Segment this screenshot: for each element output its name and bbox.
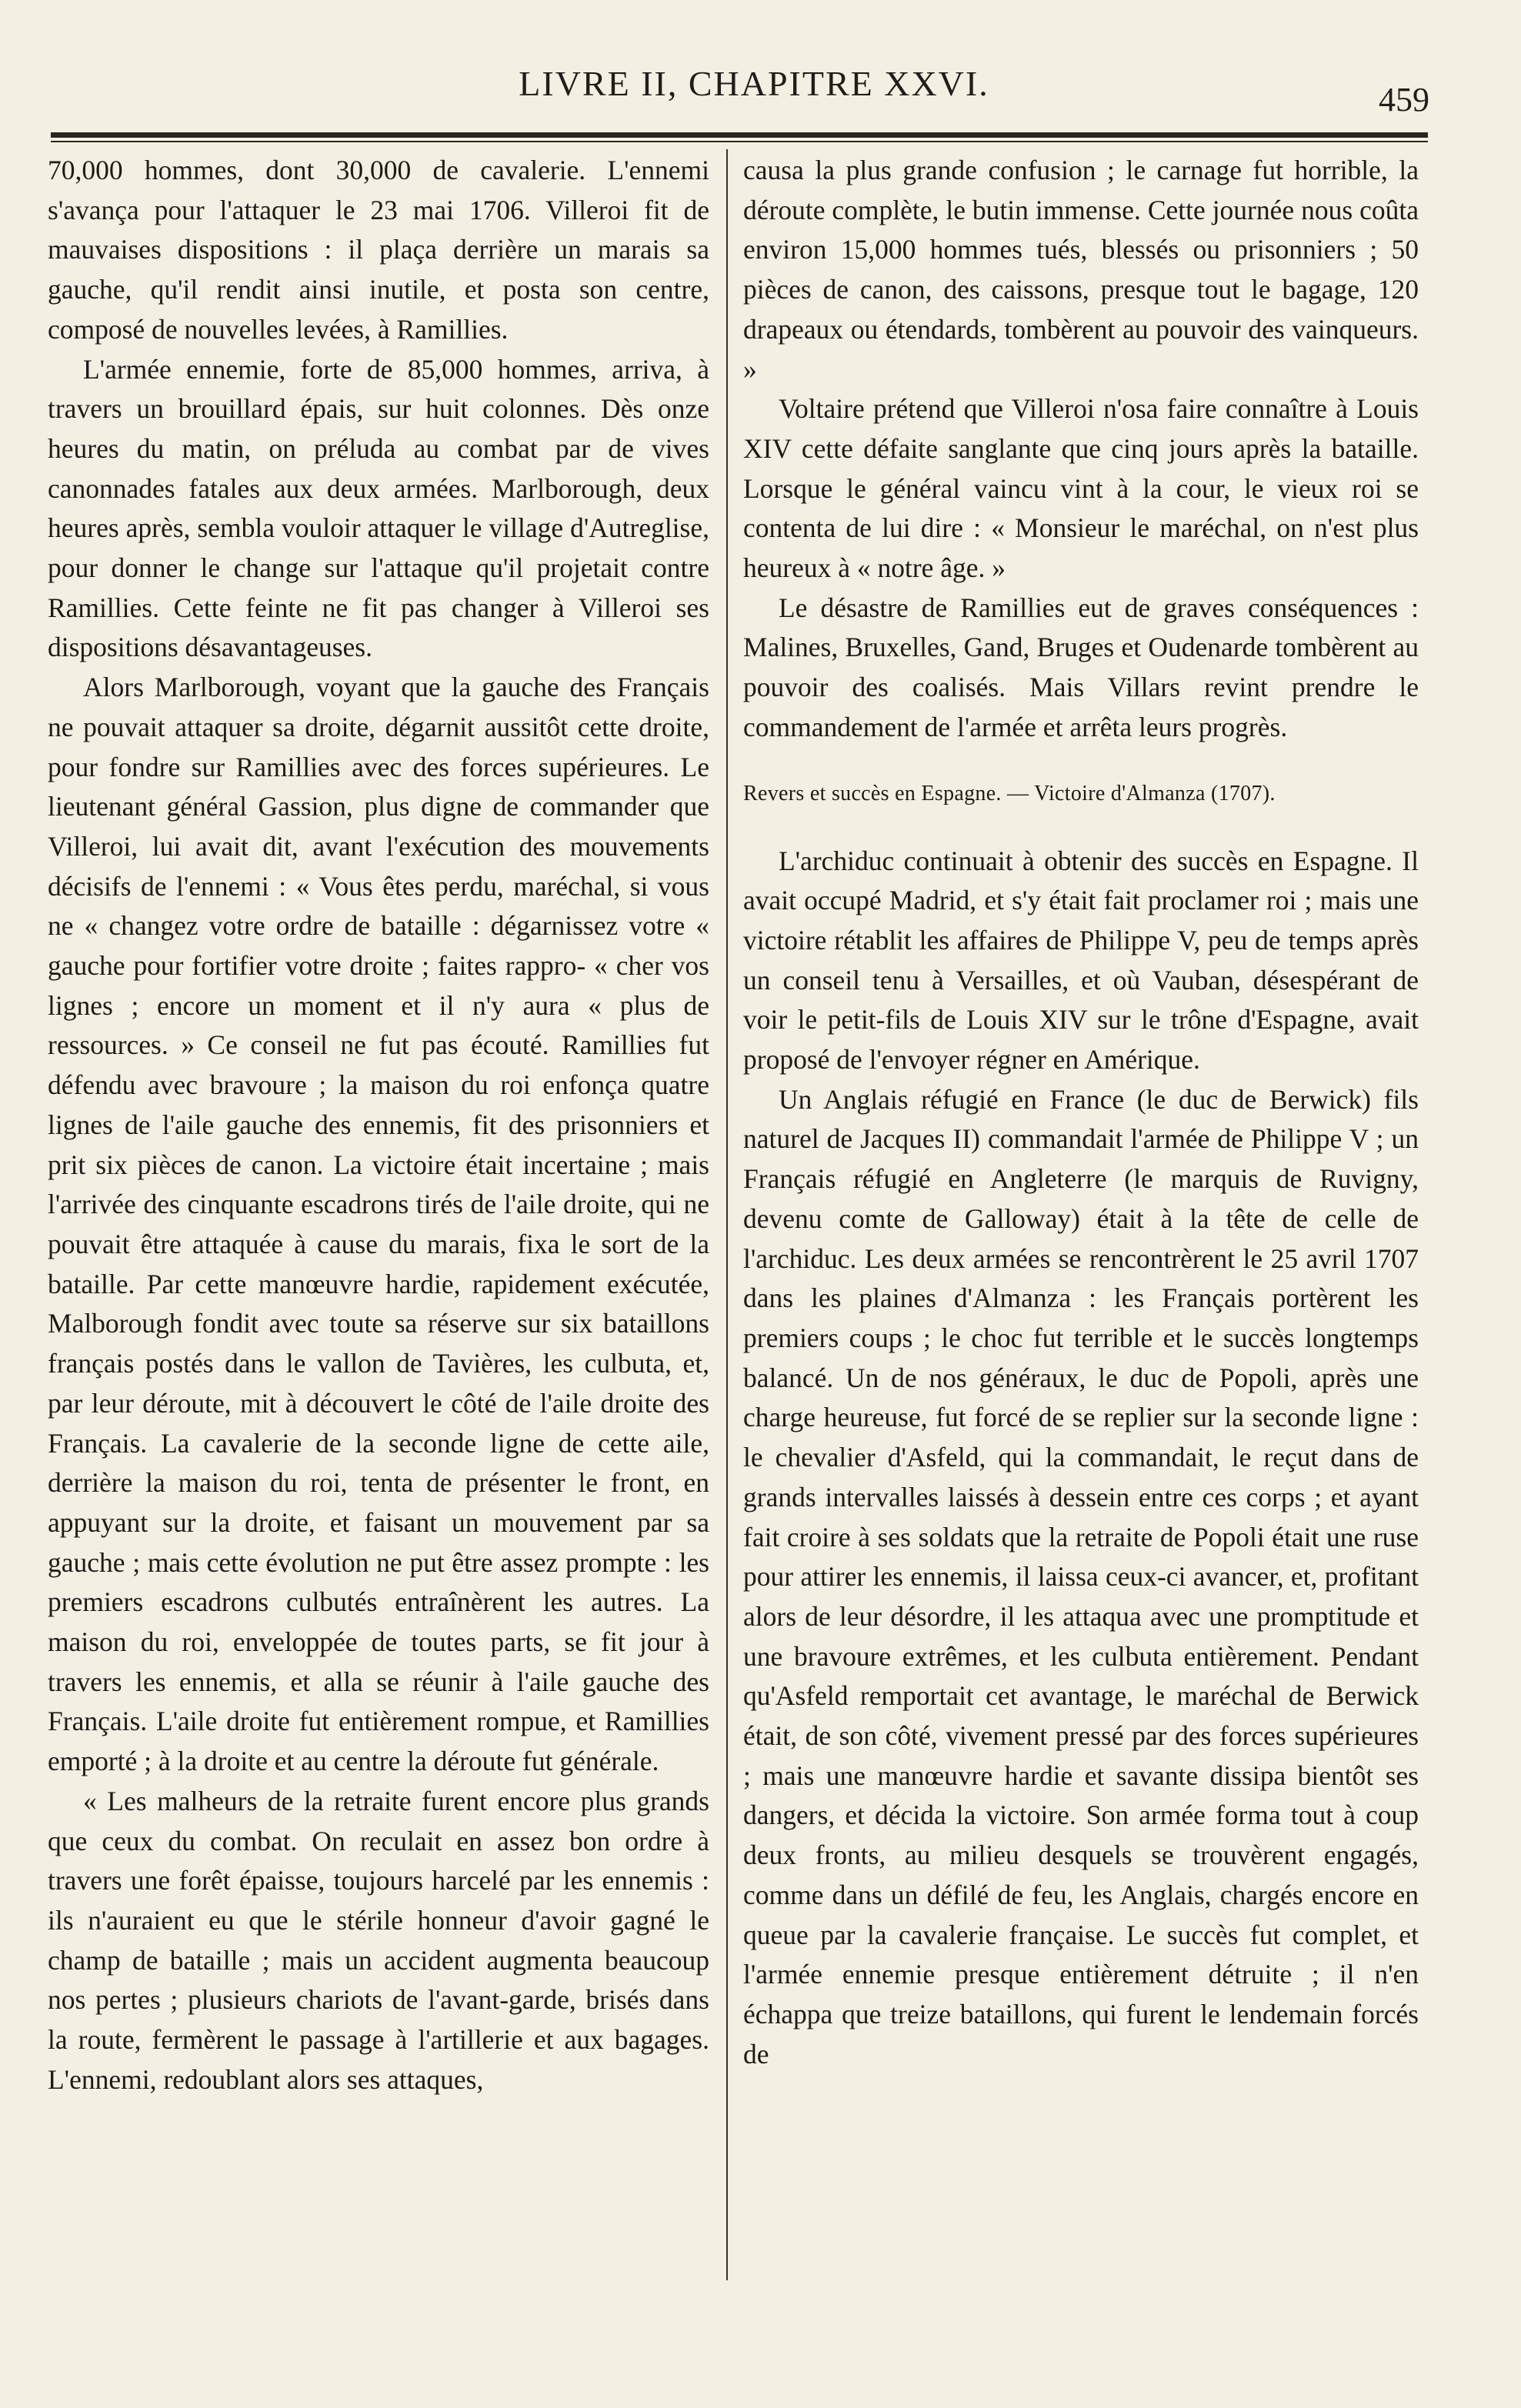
right-column [743, 151, 1419, 2074]
left-column [48, 151, 709, 2099]
paragraph: « Les malheurs de la retraite furent encore plus grands que ceux du combat. On reculait en assez bon ordre à travers une forêt épaisse, toujours harcelé par les ennemis : ils n'auraient eu que le stérile honneur d'avoir gagné le champ de bataille ; mais un accident augmenta beaucoup nos pertes ; plusieurs chariots de l'avant-garde, brisés dans la route, fermèrent le passage à l'artillerie et aux bagages. L'ennemi, redoublant alors ses attaques, [48, 1785, 709, 2095]
paragraph: L'archiduc continuait à obtenir des succès en Espagne. Il avait occupé Madrid, et s'y était fait proclamer roi ; mais une victoire rétablit les affaires de Philippe V, peu de temps après un conseil tenu à Versailles, et où Vauban, désespérant de voir le petit-fils de Louis XIV sur le trône d'Espagne, avait proposé de l'envoyer régner en Amérique. [743, 845, 1419, 1076]
paragraph: causa la plus grande confusion ; le carnage fut horrible, la déroute complète, le butin immense. Cette journée nous coûta environ 15,000 hommes tués, blessés ou prisonniers ; 50 pièces de canon, des caissons, presque tout le bagage, 120 drapeaux ou étendards, tombèrent au pouvoir des vainqueurs. » [743, 155, 1419, 385]
column-divider [726, 149, 728, 2280]
paragraph: Alors Marlborough, voyant que la gauche des Français ne pouvait attaquer sa droite, dégarnit aussitôt cette droite, pour fondre sur Ramillies avec des forces supérieures. Le lieutenant général Gassion, plus digne de commander que Villeroi, lui avait dit, avant l'exécution des mouvements décisifs de l'ennemi : « Vous êtes perdu, maréchal, si vous ne « changez votre ordre de bataille : dégarnissez votre « gauche pour fortifier votre droite ; faites rappro- « cher vos lignes ; encore un moment et il n'y aura « plus de ressources. » Ce conseil ne fut pas écouté. Ramillies fut défendu avec bravoure ; la maison du roi enfonça quatre lignes de l'aile gauche des ennemis, fit des prisonniers et prit six pièces de canon. La victoire était incertaine ; mais l'arrivée des cinquante escadrons tirés de l'aile droite, qui ne pouvait être attaquée à cause du marais, fixa le sort de la bataille. Par cette manœuvre hardie, rapidement exécutée, Malborough fondit avec toute sa réserve sur six bataillons français postés dans le vallon de Tavières, les culbuta, et, par leur déroute, mit à découvert le côté de l'aile droite des Français. La cavalerie de la seconde ligne de cette aile, derrière la maison du roi, tenta de présenter le front, en appuyant sur la droite, et faisant un mouvement par sa gauche ; mais cette évolution ne put être assez prompte : les premiers escadrons culbutés entraînèrent les autres. La maison du roi, enveloppée de toutes parts, se fit jour à travers les ennemis, et alla se réunir à l'aile gauche des Français. L'aile droite fut entièrement rompue, et Ramillies emporté ; à la droite et au centre la déroute fut générale. [48, 672, 709, 1777]
running-head: LIVRE II, CHAPITRE XXVI. [519, 64, 989, 103]
paragraph: Voltaire prétend que Villeroi n'osa faire connaître à Louis XIV cette défaite sanglante que cinq jours après la bataille. Lorsque le général vaincu vint à la cour, le vieux roi se contenta de lui dire : « Monsieur le maréchal, on n'est plus heureux à « notre âge. » [743, 393, 1419, 584]
paragraph: Un Anglais réfugié en France (le duc de Berwick) fils naturel de Jacques II) commandait l'armée de Philippe V ; un Français réfugié en Angleterre (le marquis de Ruvigny, devenu comte de Galloway) était à la tête de celle de l'archiduc. Les deux armées se rencontrèrent le 25 avril 1707 dans les plaines d'Almanza : les Français portèrent les premiers coups ; le choc fut terrible et le succès longtemps balancé. Un de nos généraux, le duc de Popoli, après une charge heureuse, fut forcé de se replier sur la seconde ligne : le chevalier d'Asfeld, qui la commandait, le reçut dans de grands intervalles laissés à dessein entre ces corps ; et ayant fait croire à ses soldats que la retraite de Popoli était une ruse pour attirer les ennemis, il laissa ceux-ci avancer, et, profitant alors de leur désordre, il les attaqua avec une promptitude et une bravoure extrêmes, et les culbuta entièrement. Pendant qu'Asfeld remportait cet avantage, le maréchal de Berwick était, de son côté, vivement pressé par des forces supérieures ; mais une manœuvre hardie et savante dissipa bientôt ses dangers, et décida la victoire. Son armée forma tout à coup deux fronts, au milieu desquels se trouvèrent engagés, comme dans un défilé de feu, les Anglais, chargés encore en queue par la cavalerie française. Le succès fut complet, et l'armée ennemie presque entièrement détruite ; il n'en échappa que treize bataillons, qui furent le lendemain forcés de [743, 1083, 1419, 2069]
header-rule [51, 132, 1428, 138]
header-rule-thin [51, 141, 1428, 142]
page-number: 459 [1379, 81, 1429, 118]
paragraph: Le désastre de Ramillies eut de graves conséquences : Malines, Bruxelles, Gand, Bruges et Oudenarde tombèrent au pouvoir des coalisés. Mais Villars revint prendre le commandement de l'armée et arrêta leurs progrès. [743, 592, 1419, 742]
section-heading: Revers et succès en Espagne. — Victoire d'Almanza (1707). [743, 781, 1276, 805]
paragraph: 70,000 hommes, dont 30,000 de cavalerie. L'ennemi s'avança pour l'attaquer le 23 mai 1706. Villeroi fit de mauvaises dispositions : il plaça derrière un marais sa gauche, qu'il rendit ainsi inutile, et posta son centre, composé de nouvelles levées, à Ramillies. [48, 155, 709, 345]
paragraph: L'armée ennemie, forte de 85,000 hommes, arriva, à travers un brouillard épais, sur huit colonnes. Dès onze heures du matin, on préluda au combat par de vives canonnades fatales aux deux armées. Marlborough, deux heures après, sembla vouloir attaquer le village d'Autreglise, pour donner le change sur l'attaque qu'il projetait contre Ramillies. Cette feinte ne fit pas changer à Villeroi ses dispositions désavantageuses. [48, 353, 709, 663]
